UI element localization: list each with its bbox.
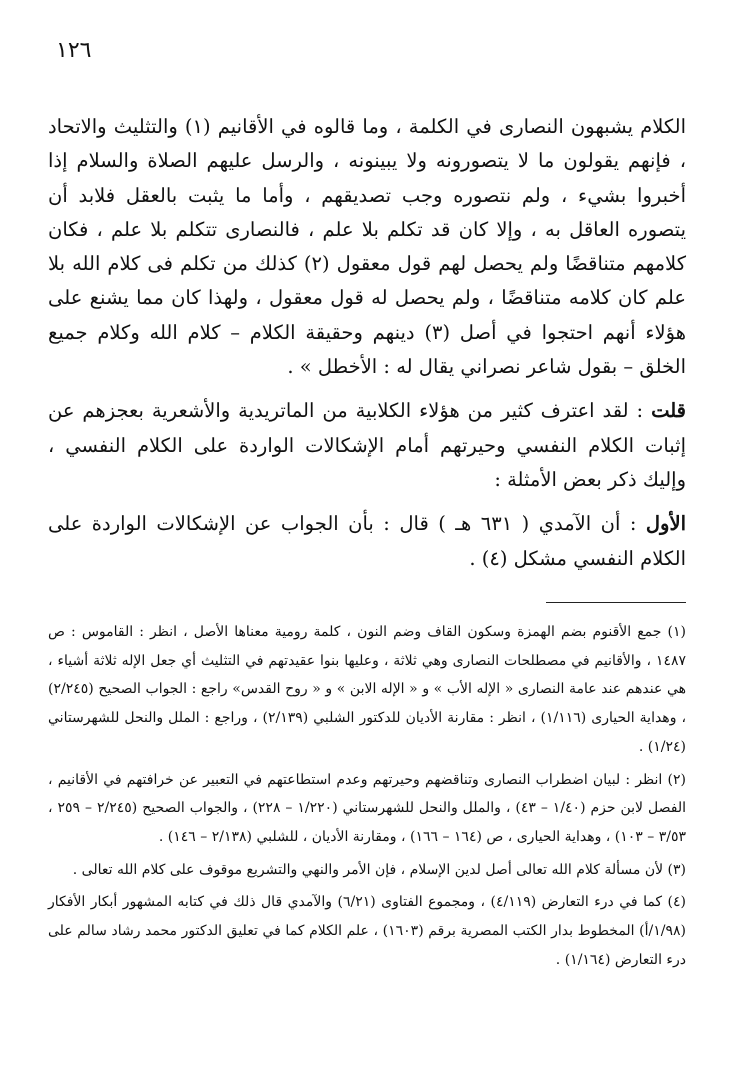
paragraph-2-text: : لقد اعترف كثير من هؤلاء الكلابية من الماتريدية والأشعرية بعجزهم عن إثبات الكلام النفسي وحيرتهم أمام الإشكالات الواردة على الكلام النفسي ، وإليك ذكر بعض الأمثلة : bbox=[48, 399, 686, 491]
footnote-4: (٤) كما في درء التعارض (٤/١١٩) ، ومجموع الفتاوى (٦/٢١) والآمدي قال ذلك في كتابه المشهور أبكار الأفكار (١/٩٨/أ) المخطوط بدار الكتب المصرية برقم (١٦٠٣) ، علم الكلام كما في تعليق الدكتور محمد رشاد سالم على درء التعارض (١/١٦٤) . bbox=[48, 894, 687, 968]
paragraph-2 bbox=[48, 394, 686, 497]
paragraph-2-lead: قلت bbox=[651, 399, 686, 423]
footnotes bbox=[48, 618, 686, 974]
page-number: ١٢٦ bbox=[56, 38, 92, 63]
footnote-2: (٢) انظر : لبيان اضطراب النصارى وتناقضهم وحيرتهم وعدم استطاعتهم في التعبير عن خرافتهم في الأقانيم ، الفصل لابن حزم (١/٤٠ – ٤٣) ، والملل والنحل للشهرستاني (١/٢٢٠ – ٢٢٨) ، والجواب الصحيح (٢/٢٤٥ – ٢٥٩ ، ٣/٥٣ – ١٠٣) ، وهداية الحيارى ، ص (١٦٤ – ١٦٦) ، ومقارنة الأديان ، للشلبي (٢/١٣٨ – ١٤٦) . bbox=[48, 771, 686, 845]
footnote-1: (١) جمع الأقنوم بضم الهمزة وسكون القاف وضم النون ، كلمة رومية معناها الأصل ، انظر : القاموس : ص ١٤٨٧ ، والأقانيم في مصطلحات النصارى وهي ثلاثة ، وعليها بنوا عقيدتهم في التثليث أي جعل الإله ثلاثة أشياء ، هي عندهم عند عامة النصارى « الإله الأب » و « الإله الابن » و « روح القدس» راجع : الجواب الصحيح (٢/٢٤٥) ، وهداية الحيارى (١/١١٦) ، انظر : مقارنة الأديان للدكتور الشلبي (٢/١٣٩) ، وراجع : الملل والنحل للشهرستاني (١/٢٤) . bbox=[48, 624, 686, 755]
paragraph-3 bbox=[48, 507, 686, 576]
footnote-divider bbox=[546, 602, 686, 603]
footnote-3: (٣) لأن مسألة كلام الله تعالى أصل لدين الإسلام ، فإن الأمر والنهي والتشريع موقوف على كلام الله تعالى . bbox=[72, 861, 686, 878]
paragraph-3-text: : أن الآمدي ( ٦٣١ هـ ) قال : بأن الجواب عن الإشكالات الواردة على الكلام النفسي مشكل (٤) . bbox=[48, 512, 686, 570]
main-text bbox=[48, 110, 686, 576]
paragraph-1: الكلام يشبهون النصارى في الكلمة ، وما قالوه في الأقانيم (١) والتثليث والاتحاد ، فإنهم يقولون ما لا يتصورونه ولا يبينونه ، والرسل عليهم الصلاة والسلام إذا أخبروا بشيء ، ولم نتصوره وجب تصديقهم ، وأما ما يثبت بالعقل فلابد أن يتصوره العاقل به ، وإلا كان قد تكلم بلا علم ، فالنصارى تتكلم بلا علم ، فكان كلامهم متناقضًا ولم يحصل لهم قول معقول (٢) كذلك من تكلم فى كلام الله بلا علم كان كلامه متناقضًا ، ولم يحصل له قول معقول ، ولهذا كان مما يشنع على هؤلاء أنهم احتجوا في أصل (٣) دينهم وحقيقة الكلام – كلام الله وكلام جميع الخلق – بقول شاعر نصراني يقال له : الأخطل » . bbox=[48, 115, 687, 379]
paragraph-3-lead: الأول bbox=[645, 512, 686, 536]
